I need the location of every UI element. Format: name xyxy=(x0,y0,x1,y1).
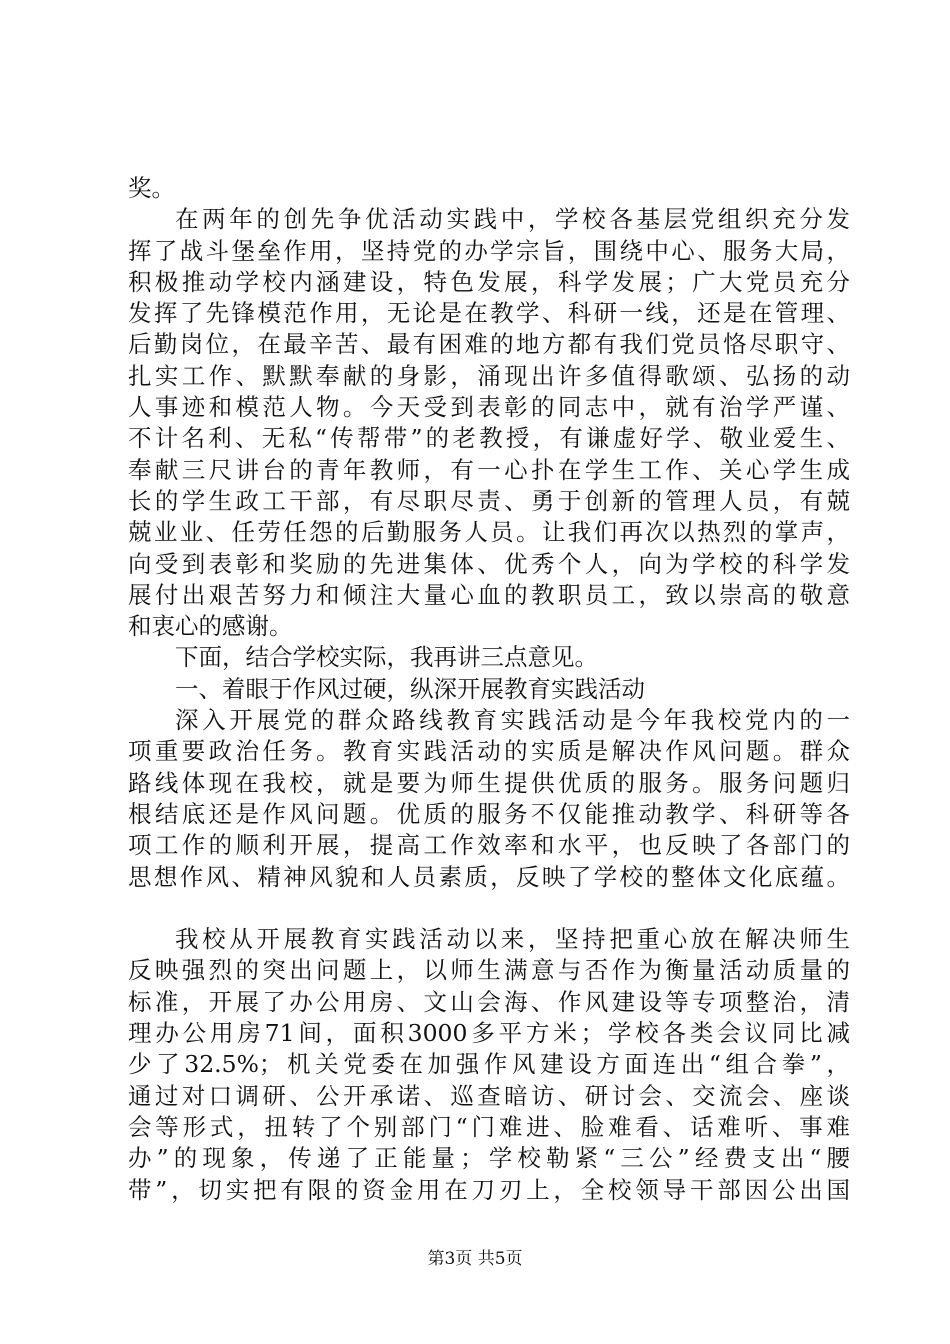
text-line: 奖。 xyxy=(128,174,175,202)
text-line: 长的学生政工干部，有尽职尽责、勇于创新的管理人员，有兢 xyxy=(128,486,850,515)
text-line: 扎实工作、默默奉献的身影，涌现出许多值得歌颂、弘扬的动 xyxy=(128,361,850,390)
text-line: 奉献三尺讲台的青年教师，有一心扑在学生工作、关心学生成 xyxy=(128,455,850,484)
text-line: 办”的现象，传递了正能量；学校勒紧“三公”经费支出“腰 xyxy=(128,1144,850,1173)
text-line: 通过对口调研、公开承诺、巡查暗访、研讨会、交流会、座谈 xyxy=(128,1081,850,1110)
text-line: 积极推动学校内涵建设，特色发展，科学发展；广大党员充分 xyxy=(128,267,850,296)
text-line: 下面，结合学校实际，我再讲三点意见。 xyxy=(175,643,598,672)
text-line: 反映强烈的突出问题上，以师生满意与否作为衡量活动质量的 xyxy=(128,956,850,985)
text-line: 挥了战斗堡垒作用，坚持党的办学宗旨，围绕中心、服务大局， xyxy=(128,236,850,265)
text-line: 展付出艰苦努力和倾注大量心血的教职员工，致以崇高的敬意 xyxy=(128,580,850,609)
text-line: 后勤岗位，在最辛苦、最有困难的地方都有我们党员恪尽职守、 xyxy=(128,330,850,359)
text-line: 发挥了先锋模范作用，无论是在教学、科研一线，还是在管理、 xyxy=(128,299,850,328)
text-line: 会等形式，扭转了个别部门“门难进、脸难看、话难听、事难 xyxy=(128,1112,850,1141)
text-line: 路线体现在我校，就是要为师生提供优质的服务。服务问题归 xyxy=(128,768,850,797)
text-line: 人事迹和模范人物。今天受到表彰的同志中，就有治学严谨、 xyxy=(128,393,850,422)
text-line: 我校从开展教育实践活动以来，坚持把重心放在解决师生 xyxy=(175,925,850,954)
page-footer: 第3页 共5页 xyxy=(427,1249,523,1269)
text-line: 向受到表彰和奖励的先进集体、优秀个人，向为学校的科学发 xyxy=(128,549,850,578)
text-line: 不计名利、无私“传帮带”的老教授，有谦虚好学、敬业爱生、 xyxy=(128,424,850,453)
text-line: 兢业业、任劳任怨的后勤服务人员。让我们再次以热烈的掌声， xyxy=(128,518,850,547)
text-line: 根结底还是作风问题。优质的服务不仅能推动教学、科研等各 xyxy=(128,799,850,828)
text-line: 深入开展党的群众路线教育实践活动是今年我校党内的一 xyxy=(175,706,850,735)
text-line: 在两年的创先争优活动实践中，学校各基层党组织充分发 xyxy=(175,205,850,234)
text-line: 标准，开展了办公用房、文山会海、作风建设等专项整治，清 xyxy=(128,987,850,1016)
text-line: 项重要政治任务。教育实践活动的实质是解决作风问题。群众 xyxy=(128,737,850,766)
paragraph-gap xyxy=(128,893,850,924)
text-line: 和衷心的感谢。 xyxy=(128,612,293,641)
document-body xyxy=(128,173,850,1206)
text-line: 带”，切实把有限的资金用在刀刃上，全校领导干部因公出国 xyxy=(128,1175,850,1204)
text-line: 思想作风、精神风貌和人员素质，反映了学校的整体文化底蕴。 xyxy=(128,862,850,891)
text-line: 项工作的顺利开展，提高工作效率和水平，也反映了各部门的 xyxy=(128,831,850,860)
text-line: 理办公用房71间，面积3000多平方米；学校各类会议同比减 xyxy=(128,1019,850,1048)
text-line: 少了32.5%；机关党委在加强作风建设方面连出“组合拳”， xyxy=(128,1050,850,1079)
text-line: 一、着眼于作风过硬，纵深开展教育实践活动 xyxy=(175,674,645,703)
